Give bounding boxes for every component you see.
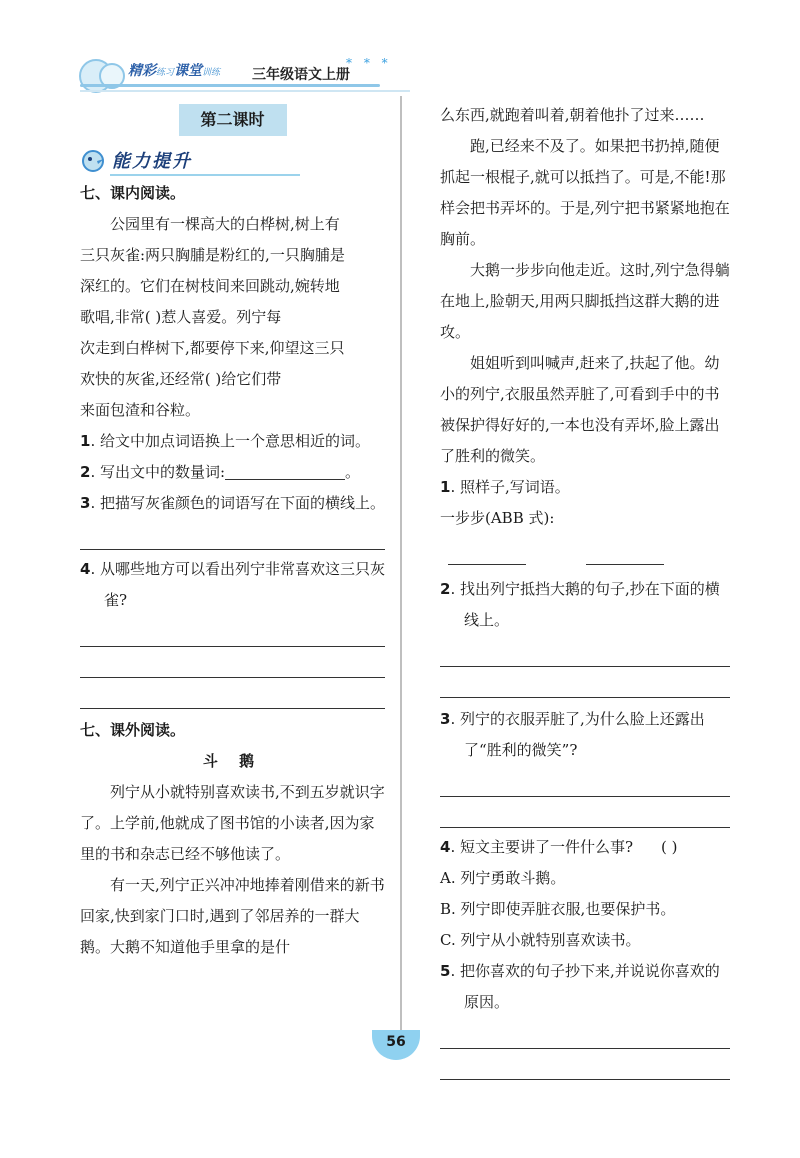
left-column [80, 100, 385, 963]
lesson-title: 第二课时 [179, 104, 287, 136]
bird-icon [80, 148, 106, 174]
series-brand: 精彩练习课堂训练 [128, 63, 221, 79]
answer-line[interactable] [80, 519, 385, 550]
reading-passage-1 [80, 209, 385, 426]
answer-blank[interactable] [586, 534, 664, 565]
answer-line[interactable] [80, 647, 385, 678]
option-b: B. 列宁即使弄脏衣服,也要保护书。 [440, 900, 676, 918]
answer-blanks [440, 534, 730, 570]
option-c: C. 列宁从小就特别喜欢读书。 [440, 931, 641, 949]
answer-line[interactable] [80, 616, 385, 647]
passage-line: 来面包渣和谷粒。 [80, 401, 201, 419]
story-paragraph: 跑,已经来不及了。如果把书扔掉,随便抓起一根棍子,就可以抵挡了。可是,不能!那样会把书弄坏的。于是,列宁把书紧紧地抱在胸前。 [440, 137, 730, 248]
story-paragraph: 大鹅一步步向他走近。这时,列宁急得躺在地上,脸朝天,用两只脚抵挡这群大鹅的进攻。 [440, 261, 730, 341]
answer-line[interactable] [440, 636, 730, 667]
question-2: 2. 找出列宁抵挡大鹅的句子,抄在下面的横线上。 [440, 580, 720, 629]
story-title: 斗 鹅 [202, 752, 263, 770]
answer-paren[interactable]: ( ) [661, 838, 678, 856]
answer-blank[interactable] [448, 534, 526, 565]
section-heading: 七、课内阅读。 [80, 184, 186, 202]
ability-title: 能力提升 [112, 151, 192, 172]
page-number-badge [372, 1030, 420, 1060]
grade-title: 三年级语文上册 [252, 67, 350, 83]
question-3: 3. 把描写灰雀颜色的词语写在下面的横线上。 [80, 494, 385, 512]
question-5: 5. 把你喜欢的句子抄下来,并说说你喜欢的原因。 [440, 962, 720, 1011]
column-divider [400, 96, 402, 1036]
question-2: 2. 写出文中的数量词: 。 [80, 463, 361, 481]
passage-line: 深红的。它们在树枝间来回跳动,婉转地 [80, 277, 340, 295]
passage-line: 三只灰雀:两只胸脯是粉红的,一只胸脯是 [80, 246, 345, 264]
story-paragraph: 么东西,就跑着叫着,朝着他扑了过来…… [440, 106, 705, 124]
header-rule [80, 84, 380, 87]
answer-line[interactable] [440, 766, 730, 797]
option-a: A. 列宁勇敢斗鹅。 [440, 869, 566, 887]
answer-line[interactable] [440, 667, 730, 698]
right-column [440, 100, 730, 1080]
passage-line: 公园里有一棵高大的白桦树,树上有 [110, 215, 340, 233]
story-paragraph: 列宁从小就特别喜欢读书,不到五岁就识字了。上学前,他就成了图书馆的小读者,因为家里的书和杂志已经不够他读了。 [80, 783, 385, 863]
passage-line: 欢快的灰雀,还经常( )给它们带 [80, 370, 282, 388]
page-header [60, 48, 420, 98]
example-prompt: 一步步(ABB 式): [440, 509, 555, 527]
passage-line: 歌唱,非常( )惹人喜爱。列宁每 [80, 308, 282, 326]
question-4: 4. 从哪些地方可以看出列宁非常喜欢这三只灰雀? [80, 560, 385, 609]
answer-line[interactable] [440, 1018, 730, 1049]
answer-line[interactable] [80, 678, 385, 709]
header-rule-thin [80, 90, 410, 92]
question-1: 1. 给文中加点词语换上一个意思相近的词。 [80, 432, 370, 450]
answer-line[interactable] [440, 1049, 730, 1080]
section-heading: 七、课外阅读。 [80, 721, 186, 739]
section-banner [80, 144, 385, 178]
question-4: 4. 短文主要讲了一件什么事? ( ) [440, 838, 678, 856]
question-3: 3. 列宁的衣服弄脏了,为什么脸上还露出了“胜利的微笑”? [440, 710, 705, 759]
passage-line: 次走到白桦树下,都要停下来,仰望这三只 [80, 339, 345, 357]
answer-line[interactable] [440, 797, 730, 828]
page-number: 56 [386, 1034, 406, 1050]
story-paragraph: 有一天,列宁正兴冲冲地捧着刚借来的新书回家,快到家门口时,遇到了邻居养的一群大鹅。大鹅不知道他手里拿的是什 [80, 876, 385, 956]
ability-underline [110, 174, 300, 176]
question-1: 1. 照样子,写词语。 [440, 478, 570, 496]
answer-blank[interactable] [225, 461, 345, 480]
story-paragraph: 姐姐听到叫喊声,赶来了,扶起了他。幼小的列宁,衣服虽然弄脏了,可看到手中的书被保护得好好的,一本也没有弄坏,脸上露出了胜利的微笑。 [440, 354, 720, 465]
stars-icon: * * * [346, 56, 392, 70]
